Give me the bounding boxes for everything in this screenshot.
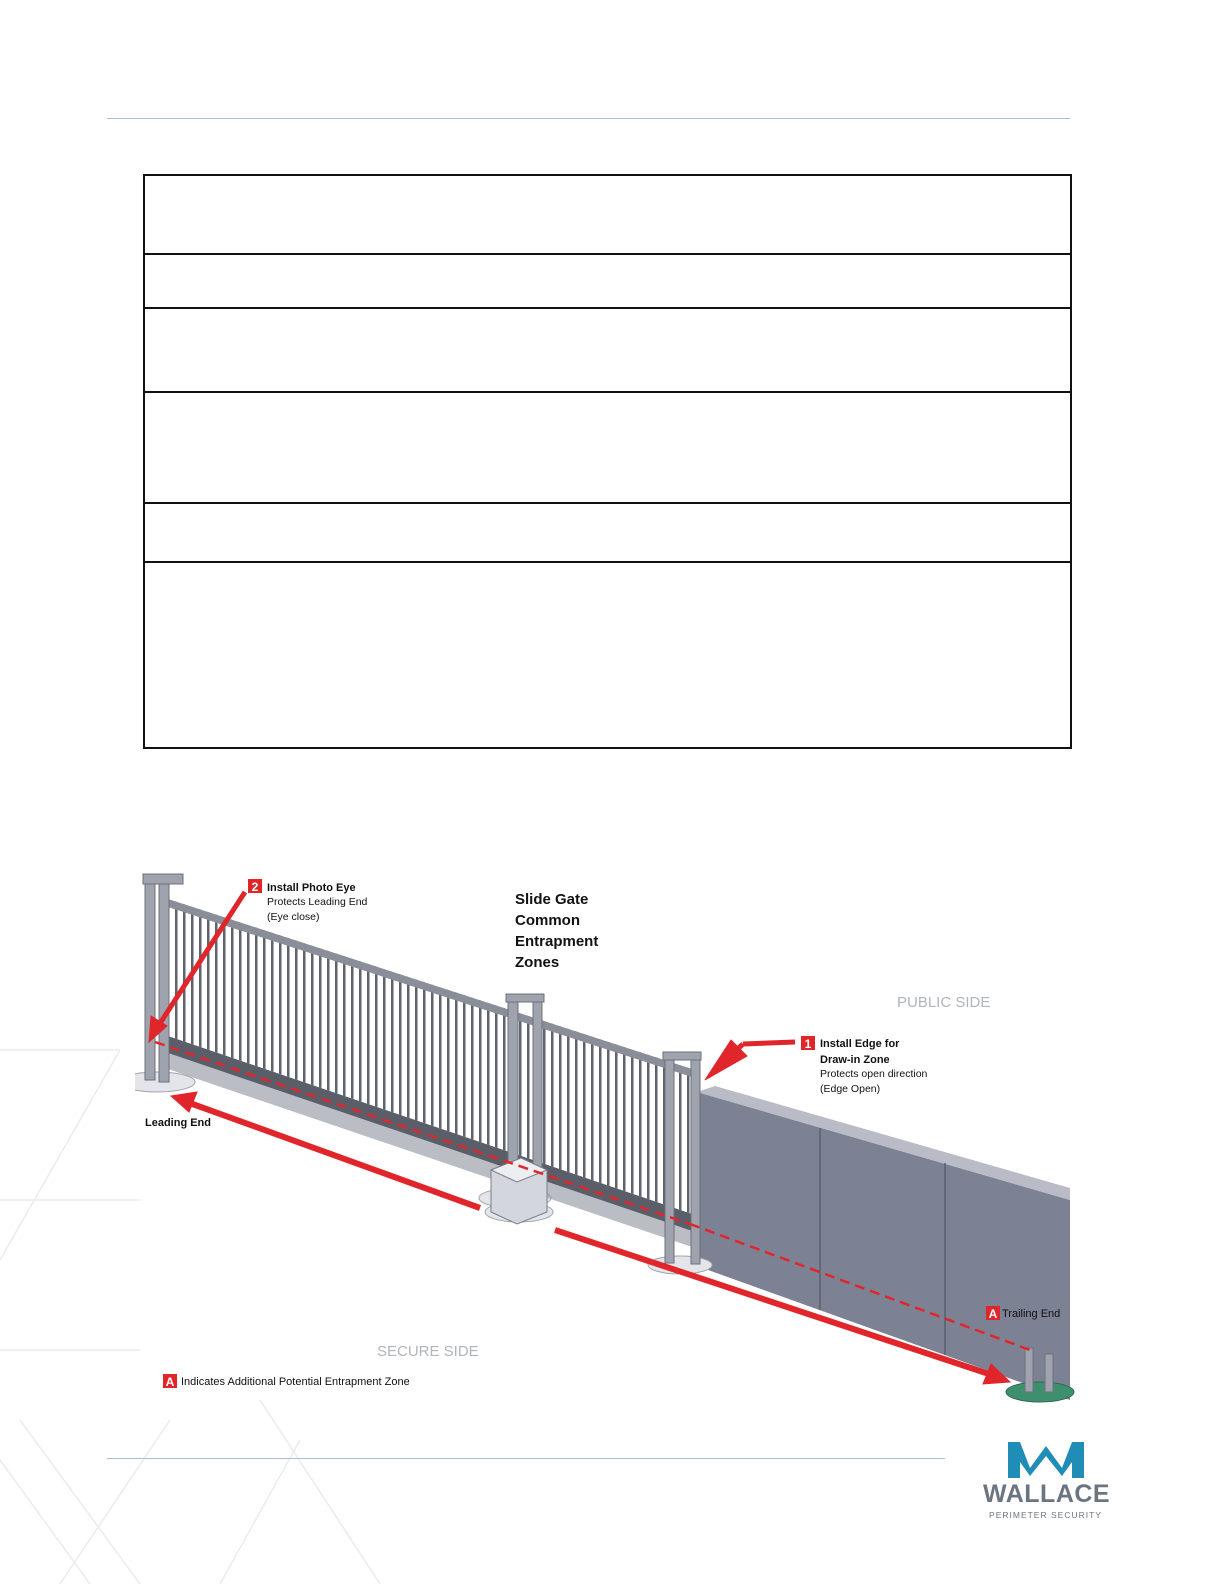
footer-rule [107,1458,945,1459]
public-side-label: PUBLIC SIDE [897,994,991,1011]
callout-line: (Edge Open) [820,1083,881,1095]
gate-panel [165,898,695,1248]
legend-text: Indicates Additional Potential Entrapment Zone [181,1376,410,1388]
callout-line: Protects open direction [820,1068,928,1080]
logo-tagline: PERIMETER SECURITY [989,1510,1102,1520]
empty-table [143,174,1072,749]
zone-marker: A [988,1307,998,1321]
logo-name: WALLACE [983,1480,1111,1508]
header-rule [107,118,1070,119]
callout-title: Draw-in Zone [820,1054,890,1066]
diagram-title: Slide Gate Common Entrapment Zones [515,891,599,971]
diagram-legend [163,1374,410,1389]
wall [697,1086,1070,1400]
secure-side-label: SECURE SIDE [377,1343,479,1360]
slide-gate-diagram [135,870,1075,1410]
zone-marker: A [165,1375,175,1389]
trailing-end-label: Trailing End [1002,1308,1061,1320]
table-row [145,309,1070,393]
table-row [145,255,1070,309]
callout-line: (Eye close) [267,911,320,923]
table-row [145,176,1070,255]
callout-title: Install Photo Eye [267,882,356,894]
callout-number: 2 [251,880,259,894]
wallace-logo [983,1440,1111,1520]
wallace-logo-mark [1008,1440,1084,1480]
leading-end-label: Leading End [145,1117,211,1129]
callout-title: Install Edge for [820,1038,900,1050]
callout-number: 1 [804,1037,812,1051]
trailing-end-callout [986,1306,1060,1321]
edge-callout [801,1036,928,1095]
gate-operator-box [485,1158,553,1224]
callout-line: Protects Leading End [267,896,368,908]
trailing-post-base [1006,1382,1074,1402]
photo-eye-callout [248,879,368,923]
table-row [145,504,1070,563]
table-row [145,393,1070,504]
